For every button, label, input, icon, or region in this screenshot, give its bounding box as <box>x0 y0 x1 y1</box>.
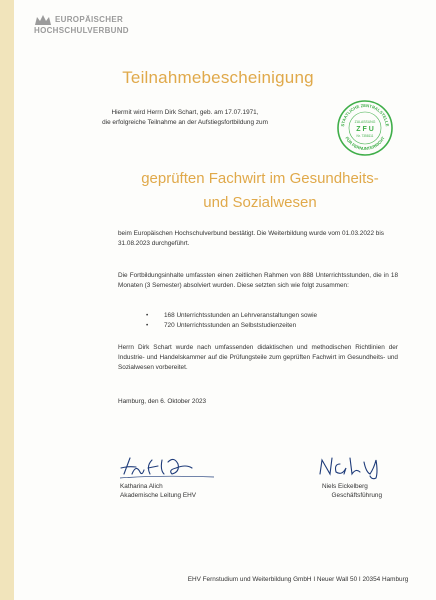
seal-label: ZULASSUNG <box>354 120 376 124</box>
seal-abbr: Z F U <box>356 126 374 133</box>
bullet-dot: • <box>146 322 149 329</box>
seal-text-bottom: FÜR FERNUNTERRICHT <box>344 135 386 152</box>
signature-right <box>314 452 394 480</box>
logo-line2: HOCHSCHULVERBUND <box>34 26 129 35</box>
intro-line2: die erfolgreiche Teilnahme an der Aufstiegsfortbildung zum <box>102 119 268 126</box>
degree-line2: und Sozialwesen <box>203 194 317 211</box>
certificate-title: Teilnahmebescheinigung <box>122 68 314 87</box>
zfu-seal <box>335 98 395 158</box>
signer-left-name: Katharina Alich <box>120 483 163 490</box>
hours-list <box>146 311 386 331</box>
intro-text <box>40 108 330 128</box>
signer-left-role: Akademische Leitung EHV <box>120 492 197 499</box>
list-item <box>146 321 386 331</box>
list-item-text: 720 Unterrichtsstunden an Selbststudienzeiten <box>164 322 297 329</box>
seal-number: Nr. 7358111 <box>356 134 374 138</box>
signer-right-name: Niels Eickelberg <box>322 483 368 490</box>
place-date: Hamburg, den 6. Oktober 2023 <box>118 398 207 405</box>
bullet-dot: • <box>146 312 149 319</box>
paragraph-scope: Die Fortbildungsinhalte umfassten einen zeitlichen Rahmen von 888 Unterrichtsstunden, die in 18 Monaten (3 Semester) absolviert wurden. Diese setzten sich wie folgt zusammen: <box>118 272 398 289</box>
logo-line1: EUROPÄISCHER <box>55 15 124 24</box>
degree-line1: geprüften Fachwirt im Gesundheits- <box>141 170 379 187</box>
intro-line1: Hiermit wird Herrn Dirk Schart, geb. am 17.07.1971, <box>111 109 259 116</box>
signature-left <box>118 452 218 480</box>
signer-right <box>322 482 382 500</box>
crown-icon <box>34 14 52 26</box>
list-item <box>146 311 386 321</box>
seal-text-top: STAATLICHE ZENTRALSTELLE <box>340 102 390 127</box>
signer-right-role: Geschäftsführung <box>331 492 382 499</box>
list-item-text: 168 Unterrichtsstunden an Lehrveranstaltungen sowie <box>164 312 318 319</box>
signer-left <box>120 482 196 500</box>
paragraph-confirmation: beim Europäischen Hochschulverbund bestätigt. Die Weiterbildung wurde vom 01.03.2022 bis 31.08.2023 durchgeführt. <box>118 230 384 247</box>
footer-address: EHV Fernstudium und Weiterbildung GmbH I Neuer Wall 50 I 20354 Hamburg <box>187 576 409 583</box>
paragraph-preparation: Herrn Dirk Schart wurde nach umfassenden didaktischen und methodischen Richtlinien der Industrie- und Handelskammer auf die Prüfungsteile zum geprüften Fachwirt im Gesundheits- und Sozialwesen vorbereitet. <box>118 344 398 371</box>
degree-title <box>110 167 410 215</box>
logo <box>34 14 174 40</box>
left-stripe <box>0 0 14 600</box>
